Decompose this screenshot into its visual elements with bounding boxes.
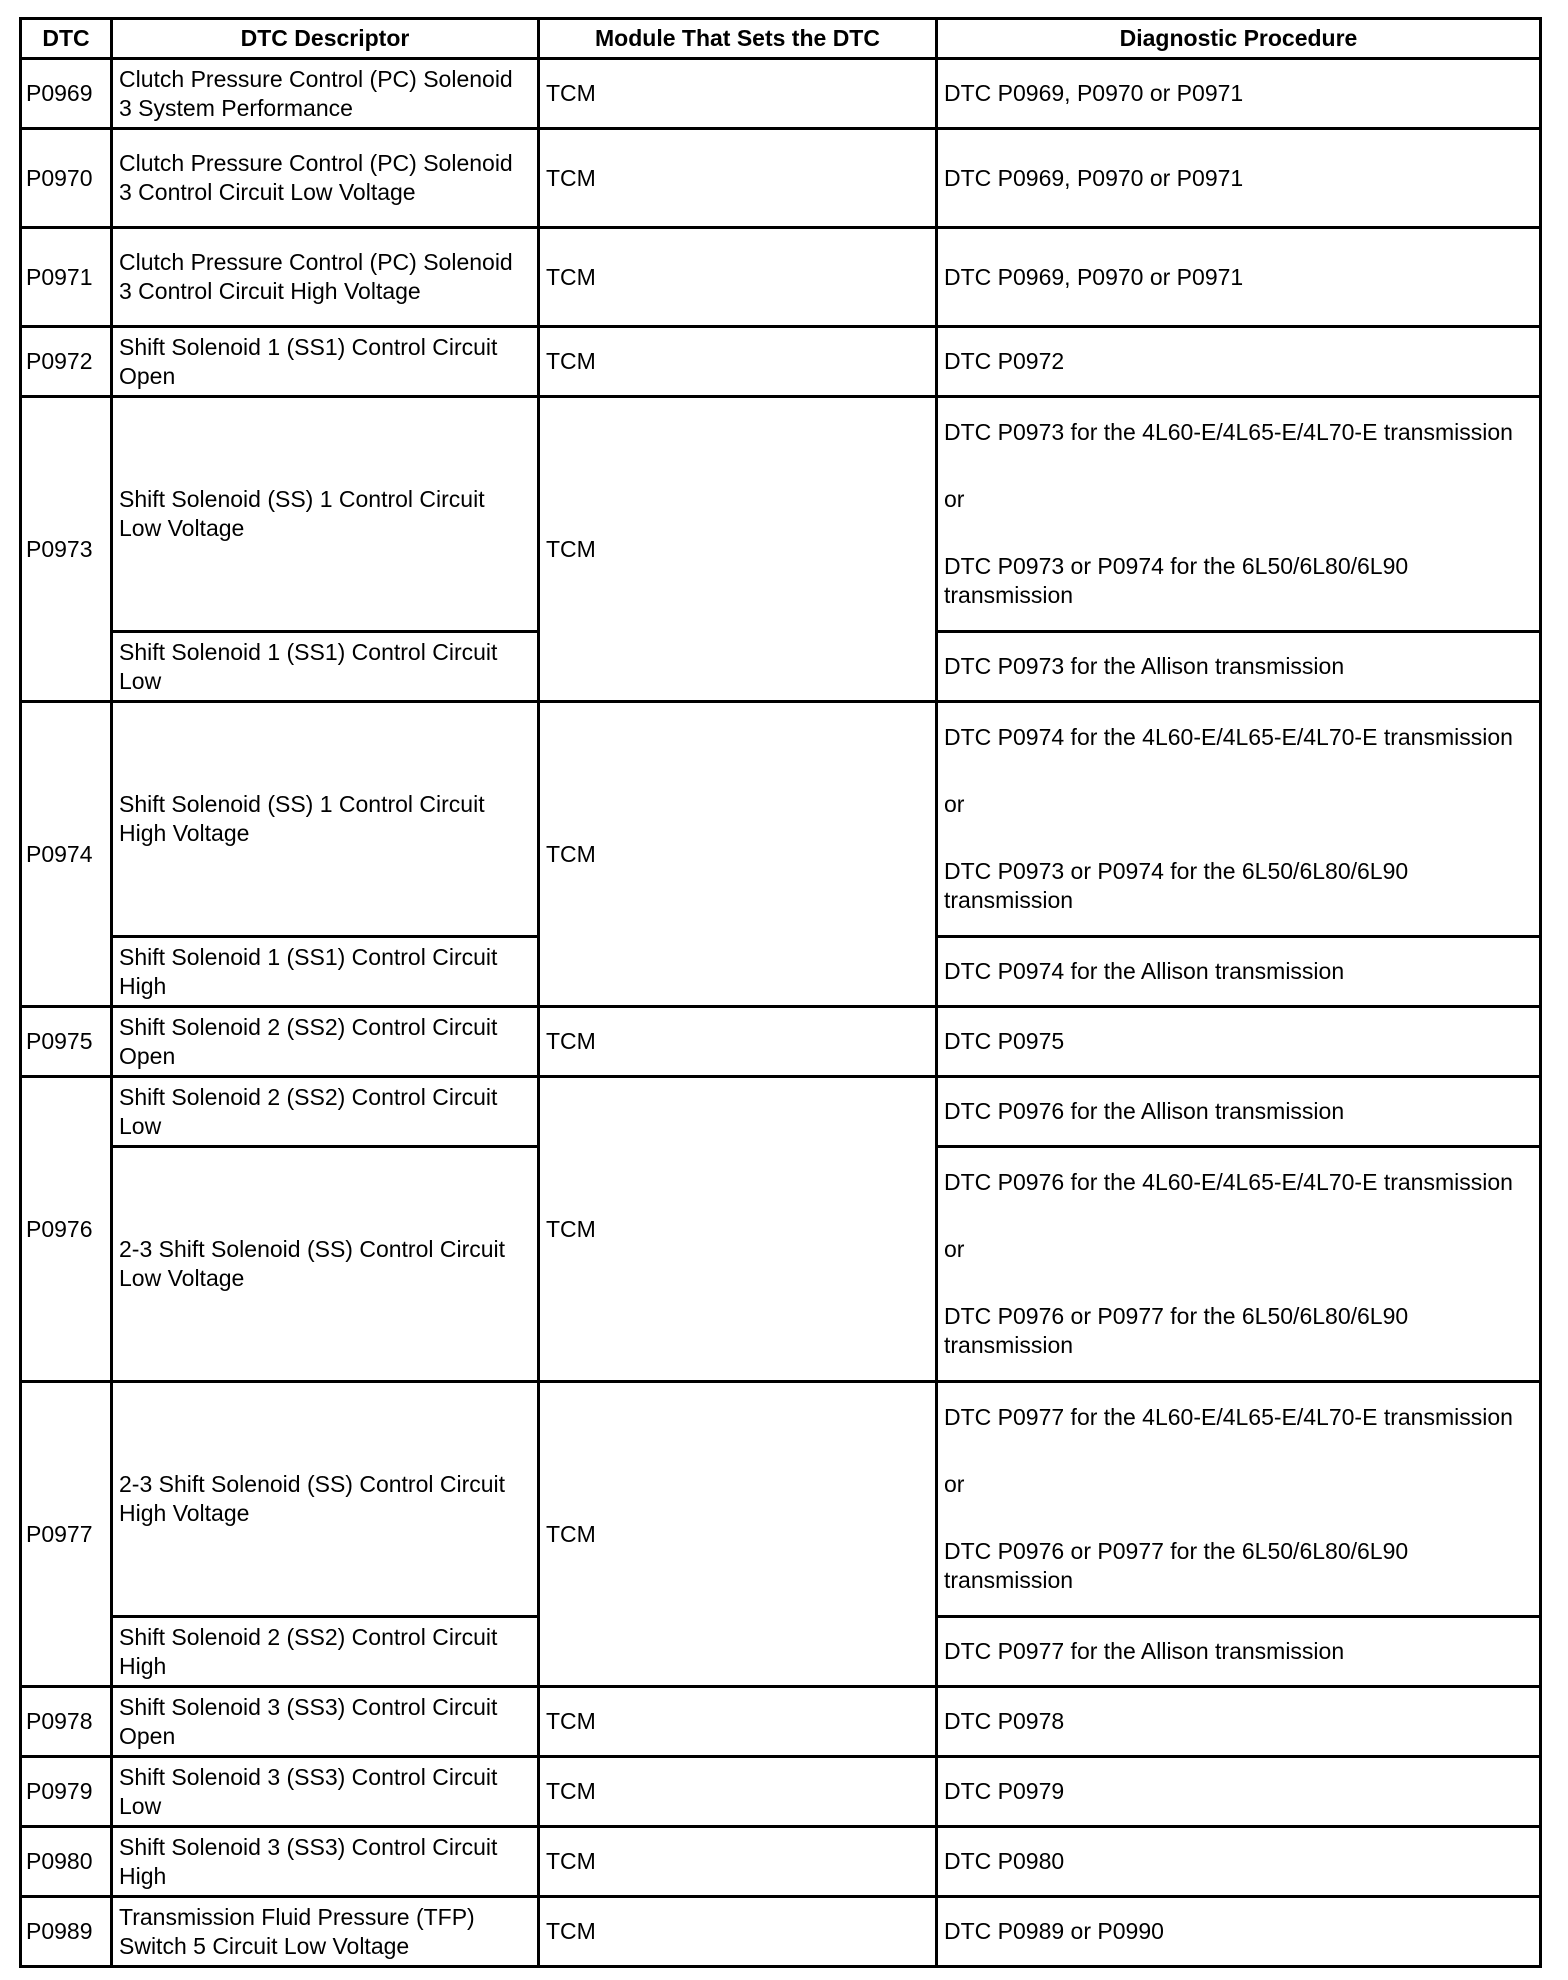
header-dtc: DTC (21, 19, 112, 59)
procedure-text: DTC P0976 or P0977 for the 6L50/6L80/6L90 transmission (944, 1303, 1409, 1358)
dtc-code: P0979 (21, 1757, 112, 1827)
table-row (21, 1077, 1541, 1147)
procedure-text: DTC P0973 or P0974 for the 6L50/6L80/6L90 transmission (944, 858, 1409, 913)
diagnostic-procedure (937, 1147, 1541, 1382)
dtc-descriptor: Shift Solenoid 2 (SS2) Control Circuit High (112, 1617, 539, 1687)
dtc-module: TCM (539, 1757, 937, 1827)
table-row (21, 702, 1541, 937)
dtc-descriptor: Shift Solenoid 3 (SS3) Control Circuit Open (112, 1687, 539, 1757)
diagnostic-procedure: DTC P0980 (937, 1827, 1541, 1897)
table-row (21, 397, 1541, 632)
procedure-or: or (944, 486, 965, 512)
dtc-code: P0974 (21, 702, 112, 1007)
procedure-text: DTC P0976 for the 4L60-E/4L65-E/4L70-E transmission (944, 1169, 1513, 1195)
table-row (21, 1827, 1541, 1897)
diagnostic-procedure: DTC P0973 for the Allison transmission (937, 632, 1541, 702)
table-header-row (21, 19, 1541, 59)
diagnostic-procedure (937, 397, 1541, 632)
table-row (21, 228, 1541, 327)
dtc-code: P0977 (21, 1382, 112, 1687)
dtc-module: TCM (539, 702, 937, 1007)
dtc-descriptor: 2-3 Shift Solenoid (SS) Control Circuit Low Voltage (112, 1147, 539, 1382)
dtc-module: TCM (539, 397, 937, 702)
dtc-descriptor: Shift Solenoid 3 (SS3) Control Circuit Low (112, 1757, 539, 1827)
dtc-descriptor: Shift Solenoid 2 (SS2) Control Circuit Open (112, 1007, 539, 1077)
diagnostic-procedure: DTC P0979 (937, 1757, 1541, 1827)
procedure-text: DTC P0976 or P0977 for the 6L50/6L80/6L90 transmission (944, 1538, 1409, 1593)
dtc-code: P0969 (21, 59, 112, 129)
procedure-or: or (944, 1471, 965, 1497)
dtc-code: P0975 (21, 1007, 112, 1077)
header-procedure: Diagnostic Procedure (937, 19, 1541, 59)
dtc-descriptor: 2-3 Shift Solenoid (SS) Control Circuit High Voltage (112, 1382, 539, 1617)
diagnostic-procedure: DTC P0975 (937, 1007, 1541, 1077)
dtc-module: TCM (539, 1007, 937, 1077)
dtc-code: P0972 (21, 327, 112, 397)
diagnostic-procedure: DTC P0969, P0970 or P0971 (937, 129, 1541, 228)
diagnostic-procedure: DTC P0978 (937, 1687, 1541, 1757)
dtc-descriptor: Clutch Pressure Control (PC) Solenoid 3 Control Circuit Low Voltage (112, 129, 539, 228)
dtc-descriptor: Clutch Pressure Control (PC) Solenoid 3 System Performance (112, 59, 539, 129)
table-row (21, 327, 1541, 397)
dtc-code: P0976 (21, 1077, 112, 1382)
dtc-module: TCM (539, 59, 937, 129)
procedure-text: DTC P0973 or P0974 for the 6L50/6L80/6L90 transmission (944, 553, 1409, 608)
procedure-text: DTC P0974 for the 4L60-E/4L65-E/4L70-E transmission (944, 724, 1513, 750)
table-row (21, 1897, 1541, 1967)
dtc-code: P0971 (21, 228, 112, 327)
dtc-module: TCM (539, 129, 937, 228)
header-descriptor: DTC Descriptor (112, 19, 539, 59)
diagnostic-procedure: DTC P0972 (937, 327, 1541, 397)
dtc-descriptor: Shift Solenoid 1 (SS1) Control Circuit Open (112, 327, 539, 397)
diagnostic-procedure (937, 702, 1541, 937)
dtc-descriptor: Shift Solenoid 2 (SS2) Control Circuit Low (112, 1077, 539, 1147)
dtc-descriptor: Shift Solenoid 3 (SS3) Control Circuit High (112, 1827, 539, 1897)
table-row (21, 59, 1541, 129)
dtc-descriptor: Shift Solenoid 1 (SS1) Control Circuit High (112, 937, 539, 1007)
diagnostic-procedure: DTC P0969, P0970 or P0971 (937, 228, 1541, 327)
header-module: Module That Sets the DTC (539, 19, 937, 59)
diagnostic-procedure: DTC P0976 for the Allison transmission (937, 1077, 1541, 1147)
diagnostic-procedure: DTC P0989 or P0990 (937, 1897, 1541, 1967)
diagnostic-procedure: DTC P0977 for the Allison transmission (937, 1617, 1541, 1687)
table-row (21, 1382, 1541, 1617)
dtc-module: TCM (539, 228, 937, 327)
diagnostic-procedure: DTC P0974 for the Allison transmission (937, 937, 1541, 1007)
procedure-or: or (944, 1236, 965, 1262)
table-row (21, 1757, 1541, 1827)
dtc-table (19, 17, 1542, 1968)
dtc-descriptor: Clutch Pressure Control (PC) Solenoid 3 Control Circuit High Voltage (112, 228, 539, 327)
table-row (21, 129, 1541, 228)
dtc-module: TCM (539, 1687, 937, 1757)
dtc-code: P0978 (21, 1687, 112, 1757)
dtc-descriptor: Shift Solenoid (SS) 1 Control Circuit High Voltage (112, 702, 539, 937)
dtc-module: TCM (539, 1897, 937, 1967)
dtc-code: P0970 (21, 129, 112, 228)
dtc-module: TCM (539, 1827, 937, 1897)
dtc-module: TCM (539, 327, 937, 397)
table-row (21, 1687, 1541, 1757)
diagnostic-procedure (937, 1382, 1541, 1617)
dtc-code: P0980 (21, 1827, 112, 1897)
dtc-module: TCM (539, 1077, 937, 1382)
dtc-descriptor: Transmission Fluid Pressure (TFP) Switch 5 Circuit Low Voltage (112, 1897, 539, 1967)
dtc-code: P0973 (21, 397, 112, 702)
dtc-code: P0989 (21, 1897, 112, 1967)
table-row (21, 1007, 1541, 1077)
dtc-module: TCM (539, 1382, 937, 1687)
procedure-text: DTC P0973 for the 4L60-E/4L65-E/4L70-E transmission (944, 419, 1513, 445)
procedure-text: DTC P0977 for the 4L60-E/4L65-E/4L70-E transmission (944, 1404, 1513, 1430)
procedure-or: or (944, 791, 965, 817)
dtc-descriptor: Shift Solenoid (SS) 1 Control Circuit Low Voltage (112, 397, 539, 632)
dtc-descriptor: Shift Solenoid 1 (SS1) Control Circuit Low (112, 632, 539, 702)
diagnostic-procedure: DTC P0969, P0970 or P0971 (937, 59, 1541, 129)
